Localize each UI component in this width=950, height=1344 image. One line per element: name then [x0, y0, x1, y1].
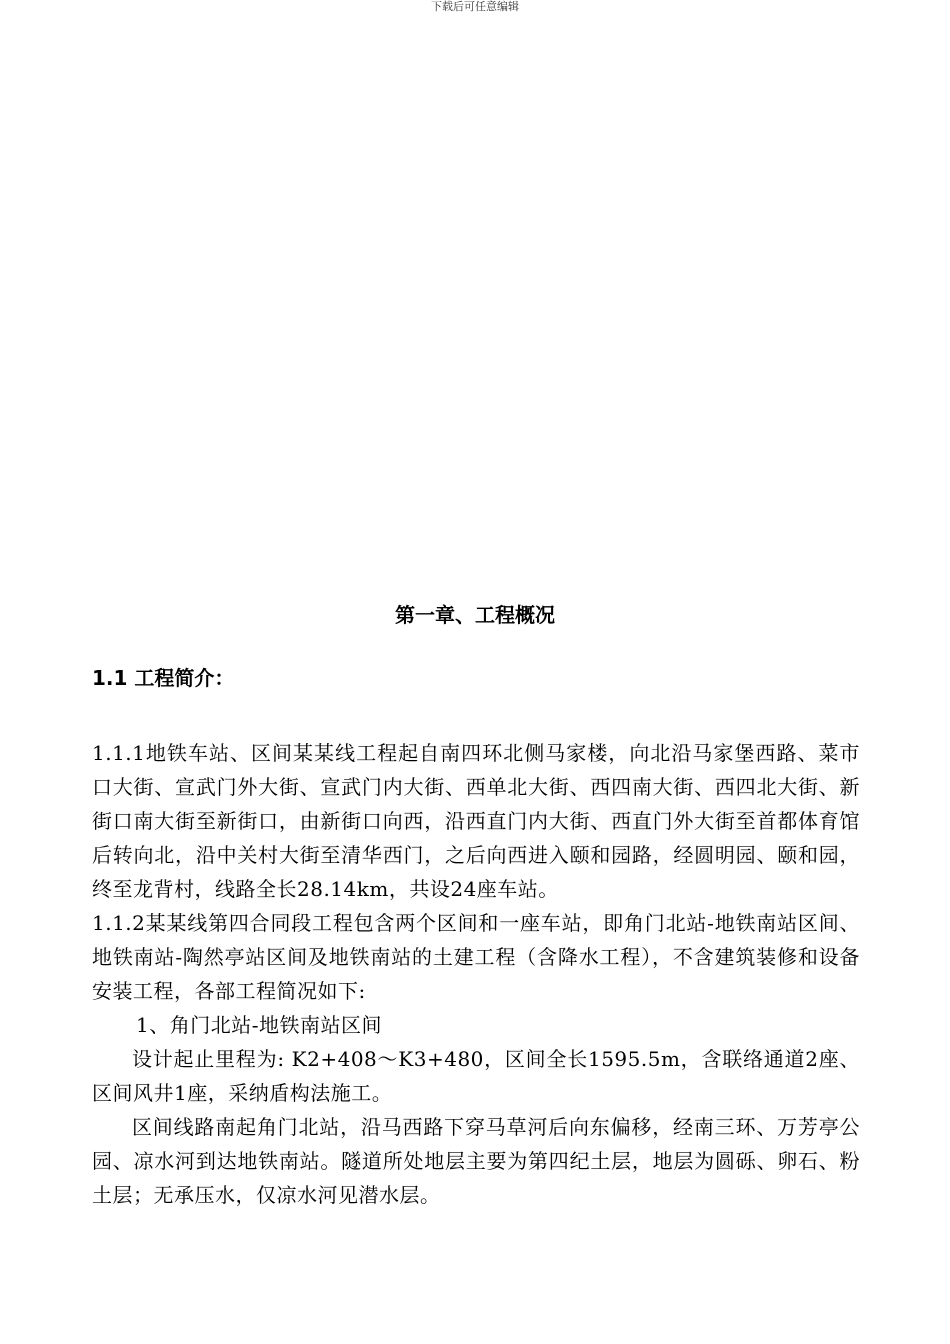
paragraph-route: 区间线路南起角门北站，沿马西路下穿马草河后向东偏移，经南三环、万芳亭公园、凉水河到达地铁南站。隧道所处地层主要为第四纪土层，地层为圆砾、卵石、粉土层；无承压水，仅凉水河见潜水层。 [92, 1115, 860, 1207]
list-item-section-1: 1、角门北站-地铁南站区间 [136, 1013, 382, 1037]
paragraph-1-1-2: 1.1.2某某线第四合同段工程包含两个区间和一座车站，即角门北站-地铁南站区间、地铁南站-陶然亭站区间及地铁南站的土建工程（含降水工程），不含建筑装修和设备安装工程，各部工程简况如下: [92, 911, 860, 1003]
paragraph-mileage: 设计起止里程为: K2+408～K3+480，区间全长1595.5m，含联络通道2座、区间风井1座，采纳盾构法施工。 [92, 1047, 860, 1105]
section-title: 1.1 工程简介： [92, 666, 235, 690]
paragraph-1-1-1: 1.1.1地铁车站、区间某某线工程起自南四环北侧马家楼，向北沿马家堡西路、菜市口大街、宣武门外大街、宣武门内大街、西单北大街、西四南大街、西四北大街、新街口南大街至新街口，由新街口向西，沿西直门内大街、西直门外大街至首都体育馆后转向北，沿中关村大街至清华西门，之后向西进入颐和园路，经圆明园、颐和园，终至龙背村，线路全长28.14km，共设24座车站。 [92, 741, 860, 901]
body-text [92, 736, 860, 1212]
chapter-title: 第一章、工程概况 [395, 603, 555, 627]
page-header-note: 下载后可任意编辑 [431, 0, 519, 13]
